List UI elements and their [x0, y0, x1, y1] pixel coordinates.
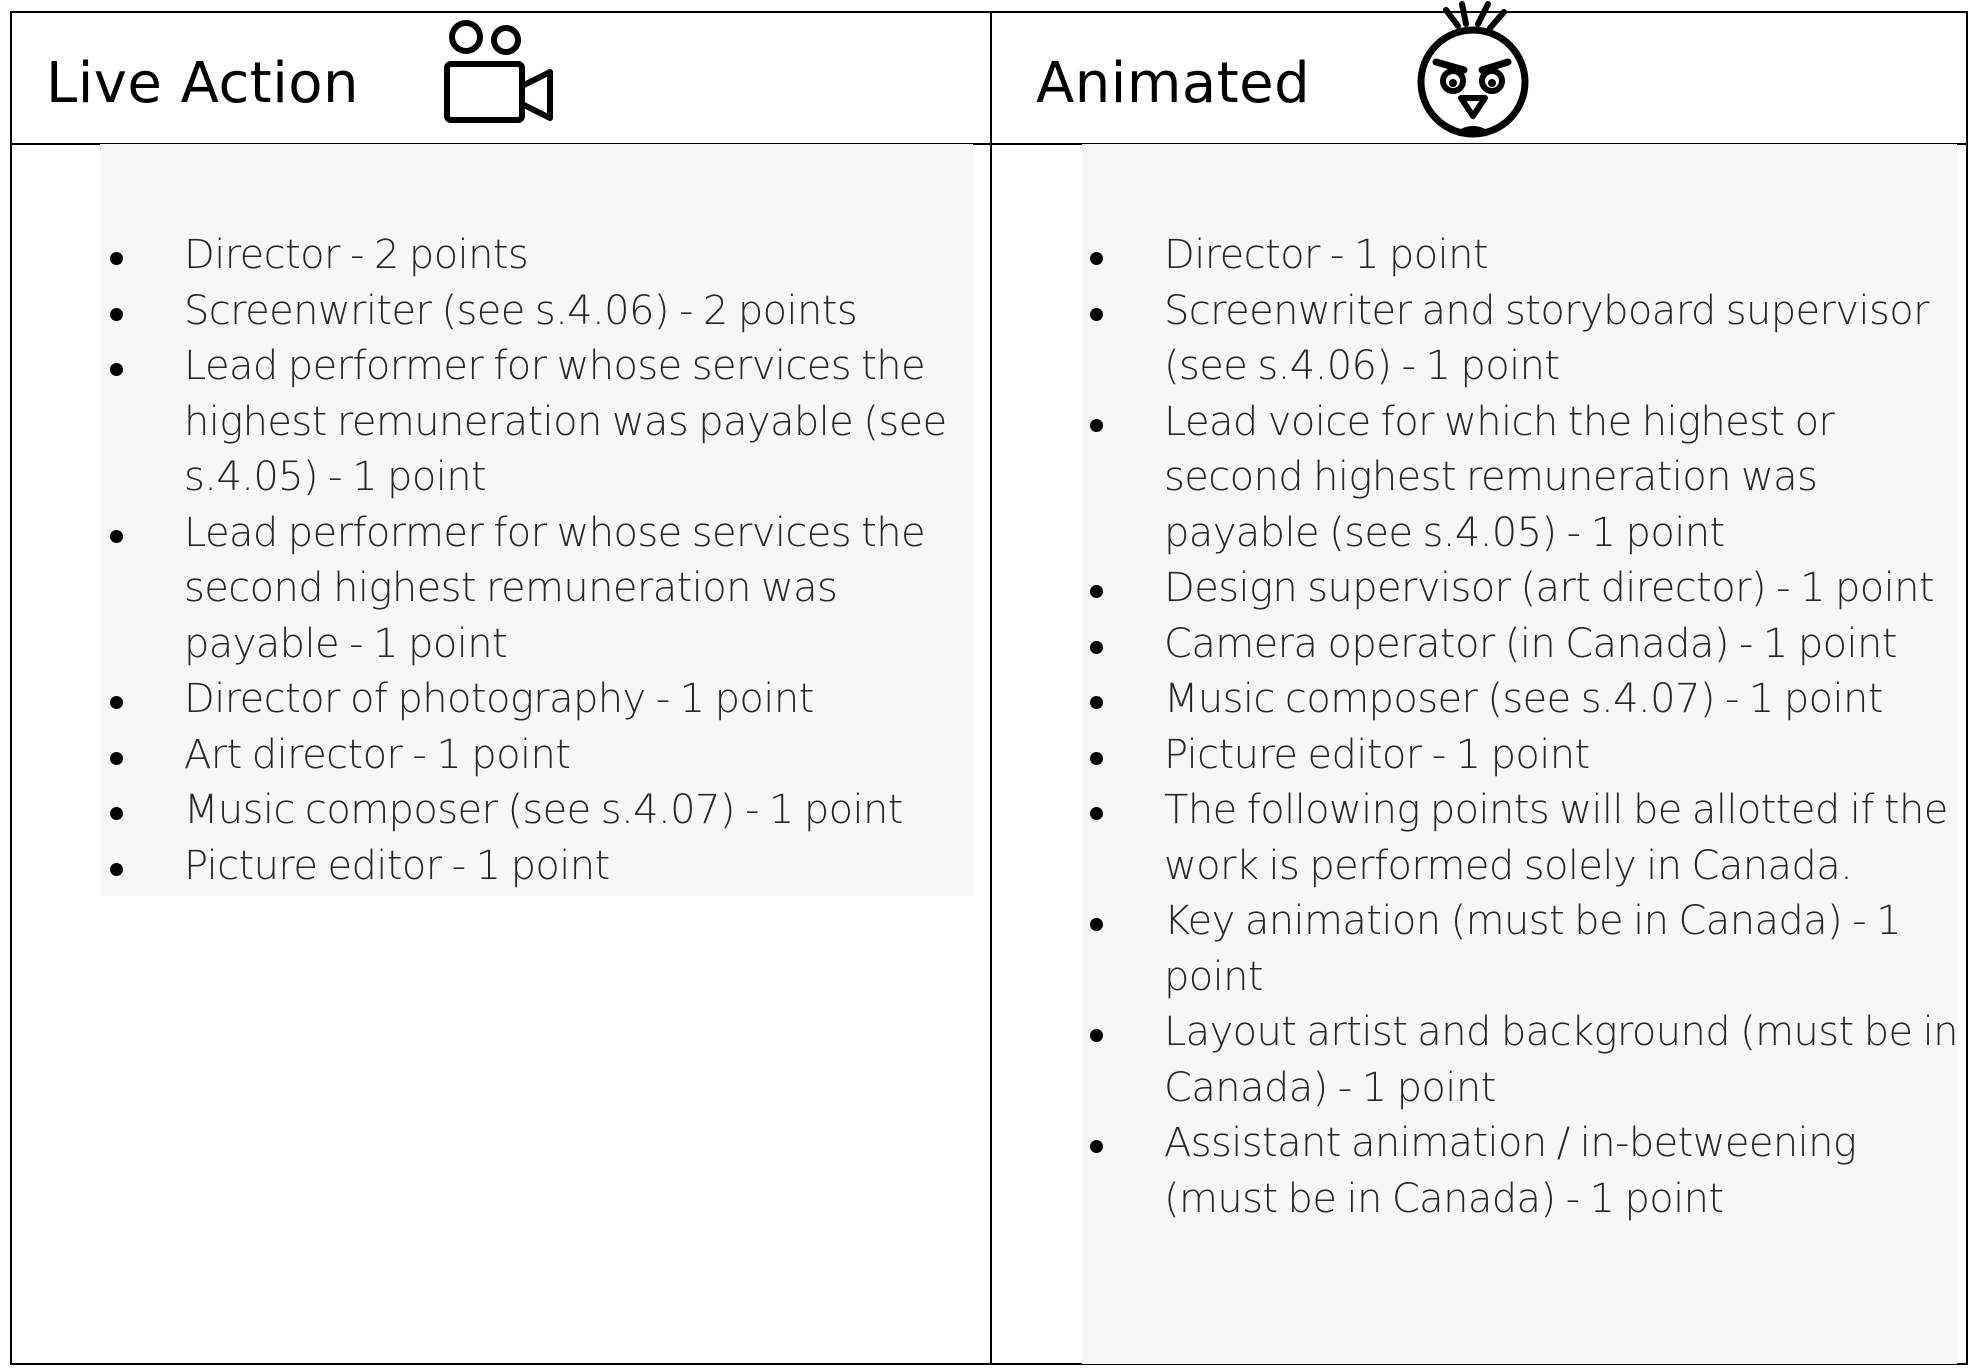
list-item [1080, 284, 1960, 395]
bullet [110, 863, 123, 876]
list-item-text: Layout artist and background (must be in Canada) - 1 point [1164, 1009, 1958, 1111]
list-item [1080, 228, 1960, 284]
bullet [1090, 308, 1103, 321]
bullet [110, 308, 123, 321]
bullet [1090, 585, 1103, 598]
movie-camera-icon [436, 6, 560, 130]
list-item [100, 839, 960, 895]
bullet [110, 752, 123, 765]
live-action-list [100, 228, 960, 894]
list-item [1080, 561, 1960, 617]
list-item [1080, 617, 1960, 673]
bullet [1090, 752, 1103, 765]
list-item [1080, 728, 1960, 784]
bullet [110, 530, 123, 543]
list-item-text: Screenwriter and storyboard supervisor (see s.4.06) - 1 point [1164, 287, 1929, 389]
bullet [1090, 252, 1103, 265]
bullet [1090, 1029, 1103, 1042]
list-item-text: Picture editor - 1 point [1164, 731, 1590, 778]
list-item [1080, 672, 1960, 728]
bullet [110, 696, 123, 709]
bullet [1090, 696, 1103, 709]
list-item-text: Lead performer for whose services the second highest remuneration was payable - 1 point [184, 509, 925, 667]
list-item [1080, 1005, 1960, 1116]
bullet [1090, 419, 1103, 432]
list-item [1080, 395, 1960, 562]
list-item [100, 506, 960, 673]
list-item-text: Key animation (must be in Canada) - 1 point [1164, 898, 1902, 1000]
list-item-text: Lead performer for whose services the highest remuneration was payable (see s.4.05) - 1 point [184, 343, 947, 500]
list-item-text: Picture editor - 1 point [184, 842, 610, 889]
list-item-text: Screenwriter (see s.4.06) - 2 points [184, 287, 858, 334]
list-item [100, 672, 960, 728]
list-item-text: Director - 1 point [1164, 232, 1488, 278]
bullet [1090, 1140, 1103, 1153]
list-item [100, 783, 960, 839]
list-item [100, 228, 960, 284]
animated-list [1080, 228, 1960, 1227]
list-item [1080, 783, 1960, 894]
bullet [110, 363, 123, 376]
bullet [110, 252, 123, 265]
list-item-text: Camera operator (in Canada) - 1 point [1164, 620, 1897, 667]
list-item [1080, 894, 1960, 1005]
list-item-text: Director - 2 points [184, 232, 529, 278]
animated-heading: Animated [1036, 51, 1311, 116]
list-item-text: Director of photography - 1 point [184, 676, 814, 722]
list-item-text: Assistant animation / in-betweening (must be in Canada) - 1 point [1164, 1120, 1857, 1222]
list-item-text: The following points will be allotted if the work is performed solely in Canada. [1164, 787, 1948, 889]
bullet [110, 807, 123, 820]
list-item [100, 339, 960, 506]
bullet [1090, 641, 1103, 654]
list-item-text: Art director - 1 point [184, 731, 571, 778]
bullet [1090, 918, 1103, 931]
column-divider [990, 13, 992, 1363]
owl-icon [1406, 0, 1536, 138]
live-action-heading: Live Action [46, 51, 360, 116]
list-item-text: Lead voice for which the highest or second highest remuneration was payable (see s.4.05) - 1 point [1164, 398, 1835, 556]
list-item-text: Music composer (see s.4.07) - 1 point [184, 787, 903, 833]
bullet [1090, 807, 1103, 820]
list-item-text: Design supervisor (art director) - 1 point [1164, 565, 1935, 611]
list-item [1080, 1116, 1960, 1227]
list-item [100, 284, 960, 340]
list-item [100, 728, 960, 784]
list-item-text: Music composer (see s.4.07) - 1 point [1164, 676, 1883, 722]
